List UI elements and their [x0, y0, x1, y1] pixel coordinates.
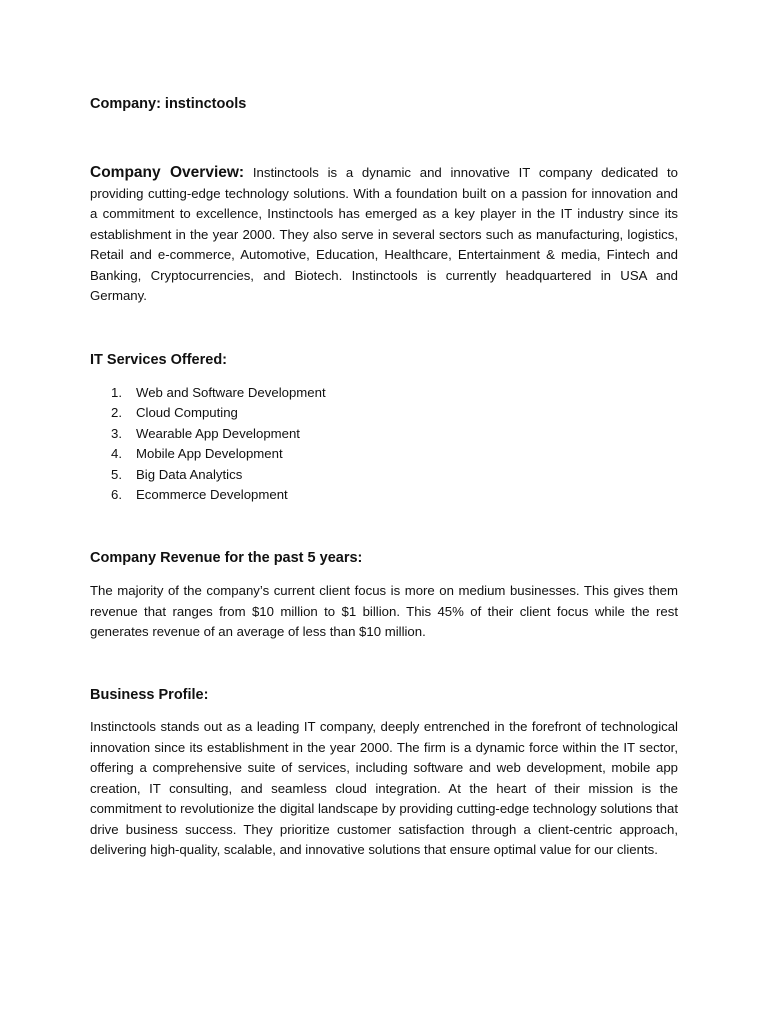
- list-number: 3.: [111, 425, 122, 441]
- revenue-heading: Company Revenue for the past 5 years:: [90, 550, 363, 566]
- overview-text: Instinctools is a dynamic and innovative IT company dedicated to providing cutting-edge technology solutions. With a foundation built on a passion for innovation and a commitment to excellence, Instinctools has emerged as a key player in the IT industry since its establishment in the year 2000. They also serve in several sectors such as manufacturing, logistics, Retail and e-commerce, Automotive, Education, Healthcare, Entertainment & media, Fintech and Banking, Cryptocurrencies, and Biotech. Instinctools is currently headquartered in USA and Germany.: [90, 165, 678, 303]
- business-profile-heading: Business Profile:: [90, 687, 209, 703]
- revenue-paragraph: The majority of the company’s current client focus is more on medium businesses. This gives them revenue that ranges from $10 million to $1 billion. This 45% of their client focus while the rest generates revenue of an average of less than $10 million.: [90, 583, 678, 639]
- service-label: Web and Software Development: [136, 385, 326, 400]
- overview-label: Company Overview:: [90, 164, 245, 181]
- services-list: [90, 383, 326, 505]
- list-item: [90, 444, 326, 464]
- list-number: 2.: [111, 405, 122, 421]
- company-title: Company: instinctools: [90, 96, 247, 112]
- list-item: [90, 465, 326, 485]
- list-number: 4.: [111, 446, 122, 462]
- business-profile-paragraph: Instinctools stands out as a leading IT company, deeply entrenched in the forefront of technological innovation since its establishment in the year 2000. The firm is a dynamic force within the IT sector, offering a comprehensive suite of services, including software and web development, mobile app creation, IT consulting, and seamless cloud integration. At the heart of their mission is the commitment to revolutionize the digital landscape by providing cutting-edge technology solutions that drive business success. They prioritize customer satisfaction through a client-centric approach, delivering high-quality, scalable, and innovative solutions that ensure optimal value for our clients.: [90, 719, 678, 857]
- list-item: [90, 424, 326, 444]
- list-item: [90, 485, 326, 505]
- list-item: [90, 383, 326, 403]
- list-number: 6.: [111, 487, 122, 503]
- services-heading: IT Services Offered:: [90, 352, 227, 368]
- company-overview-paragraph: [90, 163, 678, 307]
- service-label: Big Data Analytics: [136, 466, 243, 482]
- service-label: Cloud Computing: [136, 405, 238, 421]
- service-label: Wearable App Development: [136, 425, 300, 441]
- service-label: Mobile App Development: [136, 446, 283, 462]
- list-number: 5.: [111, 466, 122, 482]
- list-item: [90, 403, 326, 423]
- list-number: 1.: [111, 385, 122, 400]
- service-label: Ecommerce Development: [136, 487, 288, 503]
